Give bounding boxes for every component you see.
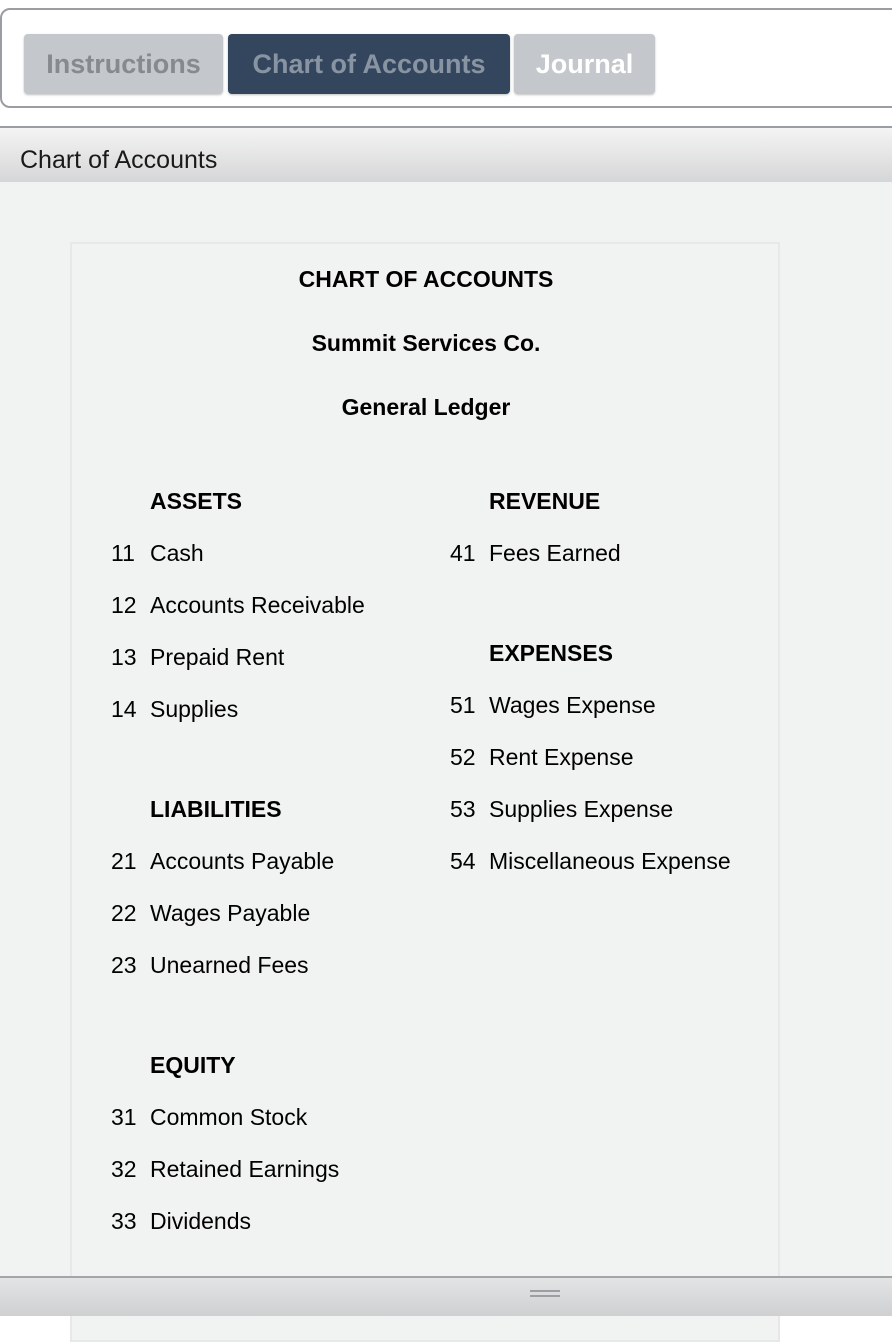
tab-instructions[interactable]: Instructions (24, 34, 223, 94)
account-name: Miscellaneous Expense (489, 848, 731, 874)
account-name: Rent Expense (489, 744, 634, 770)
resize-grip-icon[interactable] (530, 1290, 560, 1298)
account-name: Dividends (150, 1208, 251, 1234)
account-row (111, 1104, 307, 1131)
company-name: Summit Services Co. (311, 330, 541, 356)
account-number: 54 (450, 848, 476, 874)
account-number: 12 (111, 592, 137, 618)
account-name: Fees Earned (489, 540, 621, 566)
account-number: 32 (111, 1156, 137, 1182)
account-row (111, 952, 309, 979)
account-row (111, 592, 365, 619)
chart-title: CHART OF ACCOUNTS (298, 266, 554, 292)
account-row (111, 1156, 339, 1183)
account-number: 41 (450, 540, 476, 566)
tab-journal[interactable]: Journal (514, 34, 655, 94)
account-row (111, 1208, 251, 1235)
account-row (450, 796, 673, 823)
expenses-heading: EXPENSES (489, 640, 613, 666)
panel-body (0, 182, 892, 1276)
account-name: Supplies Expense (489, 796, 674, 822)
account-row (111, 644, 284, 671)
account-number: 23 (111, 952, 137, 978)
tab-chart-of-accounts[interactable]: Chart of Accounts (228, 34, 510, 94)
liabilities-heading: LIABILITIES (150, 796, 282, 822)
assets-heading: ASSETS (150, 488, 243, 514)
account-row (450, 692, 656, 719)
account-number: 14 (111, 696, 137, 722)
account-row (111, 900, 310, 927)
account-number: 33 (111, 1208, 137, 1234)
account-row (111, 696, 238, 723)
account-name: Retained Earnings (150, 1156, 340, 1182)
account-row (450, 540, 621, 567)
account-row (111, 540, 204, 567)
account-name: Supplies (150, 696, 239, 722)
chart-of-accounts-card (70, 242, 780, 1342)
account-name: Accounts Receivable (150, 592, 365, 618)
account-number: 22 (111, 900, 137, 926)
account-name: Unearned Fees (150, 952, 309, 978)
account-row (450, 744, 633, 771)
account-number: 21 (111, 848, 137, 874)
ledger-name: General Ledger (341, 394, 511, 420)
account-name: Wages Payable (150, 900, 311, 926)
panel-title: Chart of Accounts (0, 126, 892, 182)
account-number: 52 (450, 744, 476, 770)
account-number: 11 (111, 540, 135, 566)
tab-bar (0, 8, 892, 108)
account-number: 13 (111, 644, 137, 670)
account-row (450, 848, 731, 875)
account-name: Common Stock (150, 1104, 308, 1130)
revenue-heading: REVENUE (489, 488, 601, 514)
resize-bar[interactable] (0, 1276, 892, 1316)
account-name: Cash (150, 540, 204, 566)
account-row (111, 848, 334, 875)
account-number: 31 (111, 1104, 137, 1130)
account-name: Wages Expense (489, 692, 656, 718)
account-number: 53 (450, 796, 476, 822)
equity-heading: EQUITY (150, 1052, 236, 1078)
account-number: 51 (450, 692, 476, 718)
account-name: Prepaid Rent (150, 644, 285, 670)
account-name: Accounts Payable (150, 848, 335, 874)
